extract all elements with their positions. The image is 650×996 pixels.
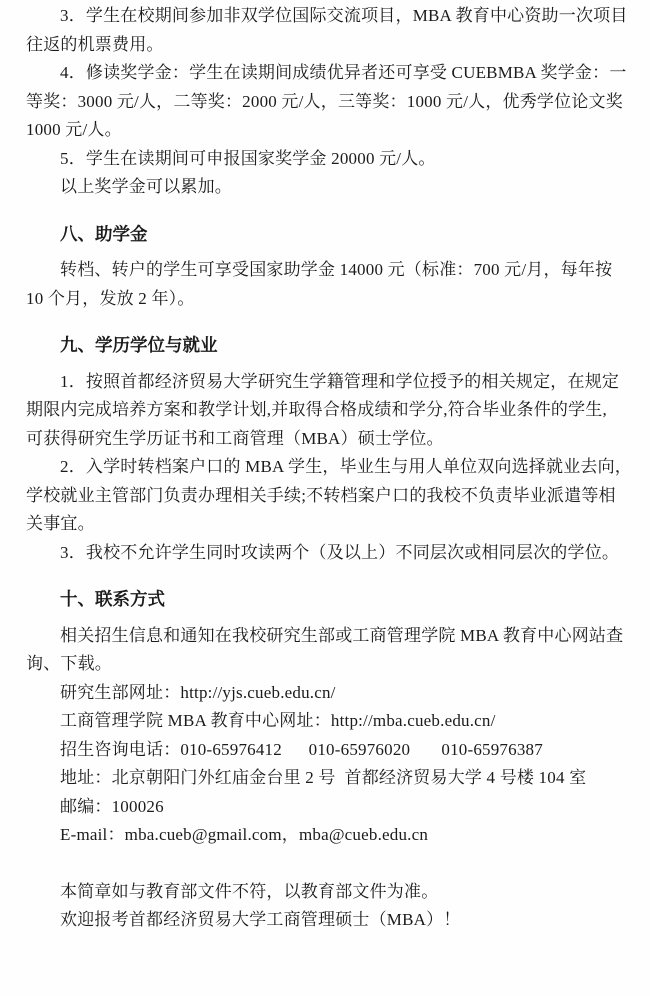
footer-welcome: 欢迎报考首都经济贸易大学工商管理硕士（MBA）！ — [60, 910, 461, 929]
footer-disclaimer: 本简章如与教育部文件不符，以教育部文件为准。 — [60, 881, 439, 901]
degree-item1-line1: 1．按照首都经济贸易大学研究生学籍管理和学位授予的相关规定，在规定 — [60, 371, 620, 391]
section-heading-contact: 十、联系方式 — [60, 589, 165, 609]
degree-item2-line2: 学校就业主管部门负责办理相关手续;不转档案户口的我校不负责毕业派遣等相 — [26, 485, 616, 505]
contact-intro-line2: 询、下载。 — [26, 654, 112, 673]
degree-item2-line3: 关事宜。 — [26, 514, 95, 533]
scholarship-note: 以上奖学金可以累加。 — [60, 177, 232, 196]
degree-item1-line2: 期限内完成培养方案和教学计划,并取得合格成绩和学分,符合毕业条件的学生, — [26, 400, 607, 419]
contact-postal-code: 邮编：100026 — [60, 796, 164, 816]
scholarship-item3-line2: 往返的机票费用。 — [26, 34, 164, 54]
scholarship-item4-line1: 4．修读奖学金：学生在读期间成绩优异者还可享受 CUEBMBA 奖学金：一 — [60, 63, 627, 82]
degree-item1-line3: 可获得研究生学历证书和工商管理（MBA）硕士学位。 — [26, 428, 444, 448]
section-heading-degree-employment: 九、学历学位与就业 — [60, 335, 218, 355]
grants-body-line2: 10 个月，发放 2 年）。 — [26, 288, 195, 308]
contact-mba-site-url: 工商管理学院 MBA 教育中心网址：http://mba.cueb.edu.cn/ — [60, 711, 496, 730]
contact-grad-site-url: 研究生部网址：http://yjs.cueb.edu.cn/ — [60, 682, 336, 702]
degree-item3: 3．我校不允许学生同时攻读两个（及以上）不同层次或相同层次的学位。 — [60, 542, 620, 562]
scholarship-item3-line1: 3．学生在校期间参加非双学位国际交流项目，MBA 教育中心资助一次项目 — [60, 6, 628, 25]
contact-address: 地址：北京朝阳门外红庙金台里 2 号 首都经济贸易大学 4 号楼 104 室 — [60, 768, 587, 787]
scholarship-item4-line2: 等奖：3000 元/人，二等奖：2000 元/人，三等奖：1000 元/人，优秀学位论文奖 — [26, 91, 623, 111]
contact-phone-numbers: 招生咨询电话：010-65976412 010-65976020 010-65976387 — [60, 739, 543, 759]
grants-body-line1: 转档、转户的学生可享受国家助学金 14000 元（标准：700 元/月，每年按 — [60, 260, 613, 279]
scholarship-item4-line3: 1000 元/人。 — [26, 120, 122, 139]
contact-intro-line1: 相关招生信息和通知在我校研究生部或工商管理学院 MBA 教育中心网站查 — [60, 625, 624, 645]
scholarship-item5: 5．学生在读期间可申报国家奖学金 20000 元/人。 — [60, 148, 436, 168]
degree-item2-line1: 2．入学时转档案户口的 MBA 学生，毕业生与用人单位双向选择就业去向， — [60, 457, 632, 476]
section-heading-grants: 八、助学金 — [60, 223, 148, 244]
contact-email: E-mail：mba.cueb@gmail.com，mba@cueb.edu.cn — [60, 825, 429, 844]
